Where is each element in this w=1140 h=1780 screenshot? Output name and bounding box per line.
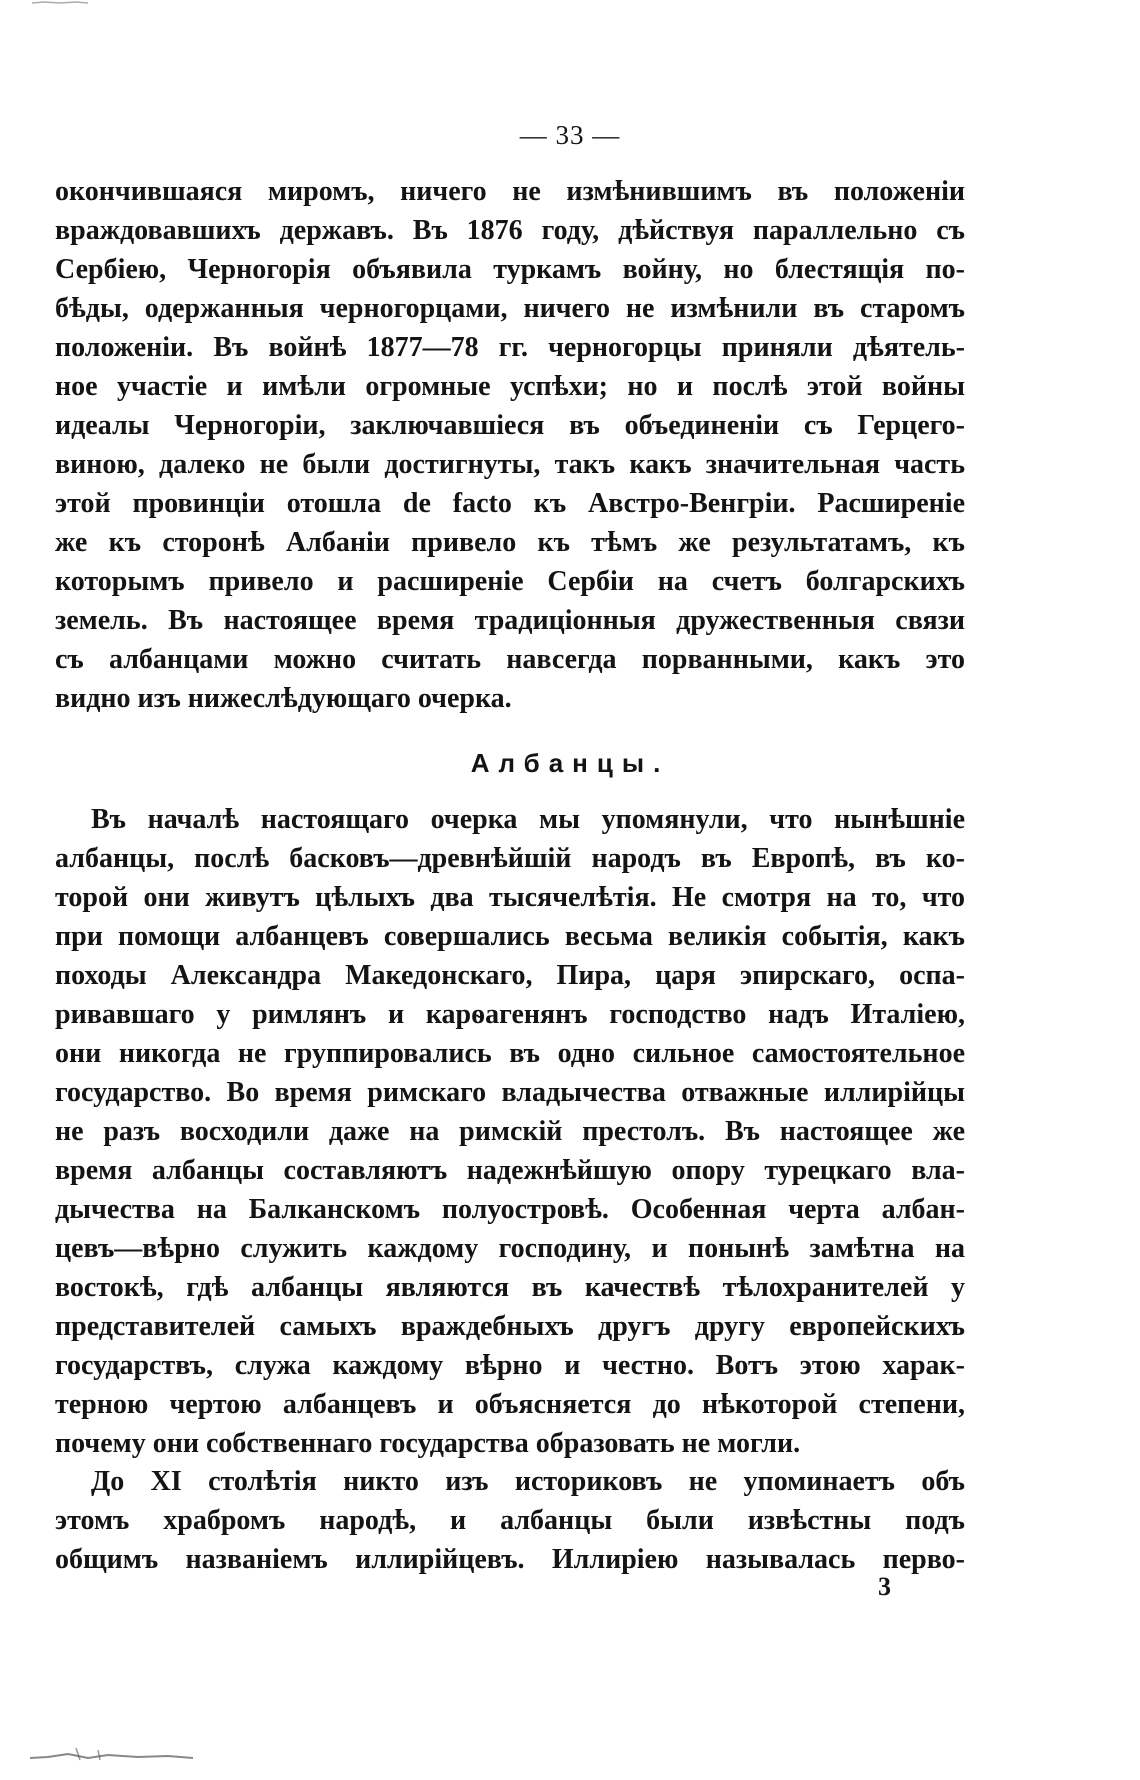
text-line: государство. Во время римскаго владычества отважные иллирійцы — [55, 1077, 965, 1108]
text-line: этой провинціи отошла de facto къ Австро-Венгріи. Расширеніе — [55, 488, 965, 519]
text-line: государствъ, служа каждому вѣрно и честно. Вотъ этою харак- — [55, 1350, 965, 1381]
text-line: Сербіею, Черногорія объявила туркамъ войну, но блестящія по- — [55, 254, 965, 285]
paragraph-2 — [55, 800, 965, 1463]
paragraph-1 — [55, 172, 965, 718]
text-line: положеніи. Въ войнѣ 1877—78 гг. черногорцы приняли дѣятель- — [55, 332, 965, 363]
text-line: окончившаяся миромъ, ничего не измѣнившимъ въ положеніи — [55, 176, 965, 207]
text-line: время албанцы составляютъ надежнѣйшую опору турецкаго вла- — [55, 1155, 965, 1186]
bottom-margin-smudge — [28, 1742, 198, 1766]
text-line: этомъ храбромъ народѣ, и албанцы были извѣстны подъ — [55, 1505, 965, 1536]
text-line: торой они живутъ цѣлыхъ два тысячелѣтія. Не смотря на то, что — [55, 882, 965, 913]
text-line: же къ сторонѣ Албаніи привело къ тѣмъ же результатамъ, къ — [55, 527, 965, 558]
text-line: дычества на Балканскомъ полуостровѣ. Особенная черта албан- — [55, 1194, 965, 1225]
text-line: при помощи албанцевъ совершались весьма великія событія, какъ — [55, 921, 965, 952]
text-line: ривавшаго у римлянъ и карѳагенянъ господство надъ Италіею, — [55, 999, 965, 1030]
top-edge-smudge — [30, 0, 90, 8]
text-line: враждовавшихъ державъ. Въ 1876 году, дѣйствуя параллельно съ — [55, 215, 965, 246]
text-line: Въ началѣ настоящаго очерка мы упомянули, что нынѣшніе — [91, 804, 965, 835]
text-line: бѣды, одержанныя черногорцами, ничего не измѣнили въ старомъ — [55, 293, 965, 324]
text-line: цевъ—вѣрно служить каждому господину, и понынѣ замѣтна на — [55, 1233, 965, 1264]
signature-mark: 3 — [878, 1572, 891, 1601]
text-line: востокѣ, гдѣ албанцы являются въ качествѣ тѣлохранителей у — [55, 1272, 965, 1303]
text-line: не разъ восходили даже на римскій престолъ. Въ настоящее же — [55, 1116, 965, 1147]
text-line: албанцы, послѣ басковъ—древнѣйшій народъ въ Европѣ, въ ко- — [55, 843, 965, 874]
text-line: съ албанцами можно считать навсегда порванными, какъ это — [55, 644, 965, 675]
text-line: виною, далеко не были достигнуты, такъ какъ значительная часть — [55, 449, 965, 480]
text-line: почему они собственнаго государства образовать не могли. — [55, 1428, 801, 1459]
text-line: общимъ названіемъ иллирійцевъ. Иллиріею называлась перво- — [55, 1544, 965, 1575]
text-line: представителей самыхъ враждебныхъ другъ другу европейскихъ — [55, 1311, 965, 1342]
text-line: терною чертою албанцевъ и объясняется до нѣкоторой степени, — [55, 1389, 965, 1420]
text-line: До XI столѣтія никто изъ историковъ не упоминаетъ объ — [91, 1466, 965, 1497]
section-heading: Албанцы. — [470, 748, 670, 778]
page-number: — 33 — — [519, 120, 621, 150]
text-line: ное участіе и имѣли огромные успѣхи; но и послѣ этой войны — [55, 371, 965, 402]
paragraph-3 — [55, 1462, 965, 1579]
text-line: которымъ привело и расширеніе Сербіи на счетъ болгарскихъ — [55, 566, 965, 597]
text-line: походы Александра Македонскаго, Пира, царя эпирскаго, оспа- — [55, 960, 965, 991]
text-line: земель. Въ настоящее время традиціонныя дружественныя связи — [55, 605, 965, 636]
text-line: идеалы Черногоріи, заключавшіеся въ объединеніи съ Герцего- — [55, 410, 965, 441]
text-line: они никогда не группировались въ одно сильное самостоятельное — [55, 1038, 965, 1069]
text-line: видно изъ нижеслѣдующаго очерка. — [55, 683, 512, 714]
